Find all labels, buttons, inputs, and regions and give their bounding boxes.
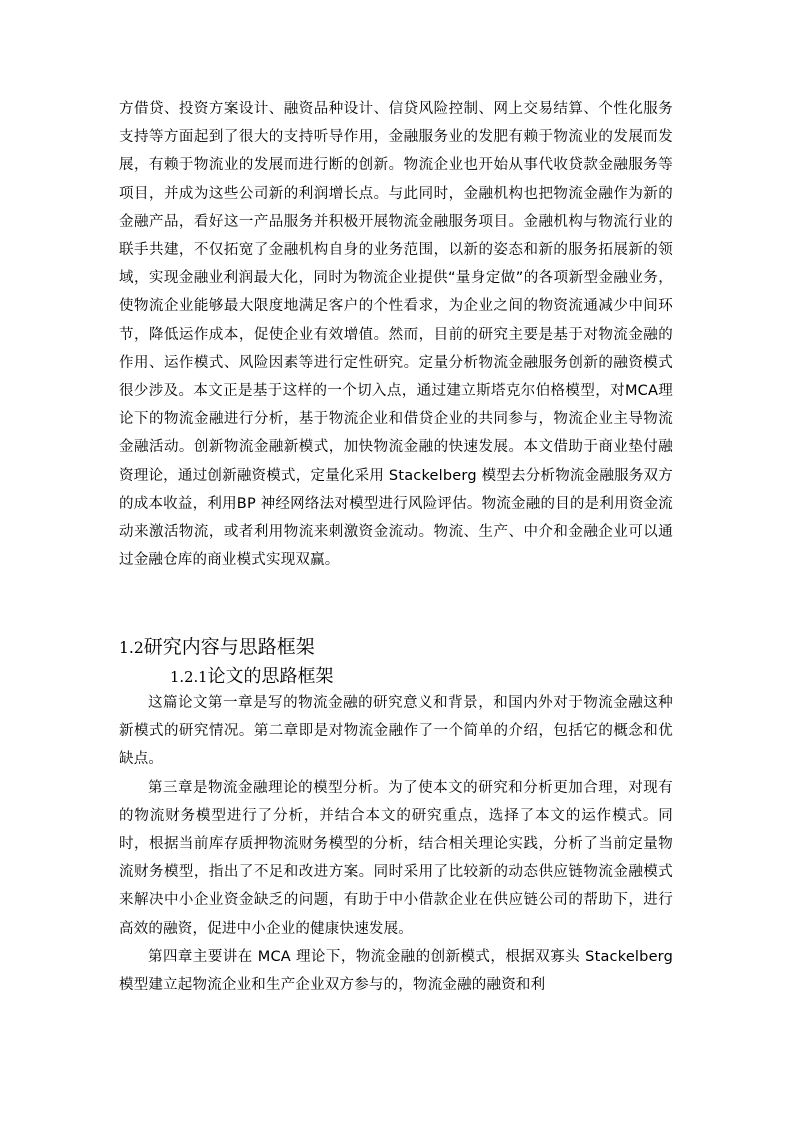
subsection-heading-text: 论文的思路框架 [207,666,334,687]
subsection-heading [170,664,334,691]
body-paragraph: 这篇论文第一章是写的物流金融的研究意义和背景，和国内外对于物流金融这种新模式的研究情况。第二章即是对物流金融作了一个简单的介绍，包括它的概念和优缺点。 [119,695,673,768]
subsection-heading-number: 1.2.1 [170,669,208,686]
intro-paragraph: 方借贷、投资方案设计、融资品种设计、信贷风险控制、网上交易结算、个性化服务支持等方面起到了很大的支持听导作用，金融服务业的发肥有赖于物流业的发展而发展，有赖于物流业的发展而进行断的创新。物流企业也开始从事代收贷款金融服务等项目，并成为这些公司新的利润增长点。与此同时，金融机构也把物流金融作为新的金融产品，看好这一产品服务并积极开展物流金融服务项目。金融机构与物流行业的联手共建，不仅拓宽了金融机构自身的业务范围，以新的姿态和新的服务拓展新的领域，实现金融业利润最大化，同时为物流企业提供“量身定做”的各项新型金融业务，使物流企业能够最大限度地满足客户的个性看求，为企业之间的物资流通减少中间环节，降低运作成本，促使企业有效增值。然而，目前的研究主要是基于对物流金融的作用、运作模式、风险因素等进行定性研究。定量分析物流金融服务创新的融资模式很少涉及。本文正是基于这样的一个切入点，通过建立斯塔克尔伯格模型，对MCA理论下的物流金融进行分析，基于物流企业和借贷企业的共同参与，物流企业主导物流金融活动。创新物流金融新模式，加快物流金融的快速发展。本文借助于商业垫付融资理论，通过创新融资模式，定量化采用 Stackelberg 模型去分析物流金融服务双方的成本收益，利用BP 神经网络法对模型进行风险评估。物流金融的目的是利用资金流动来激活物流，或者利用物流来刺激资金流动。物流、生产、中介和金融企业可以通过金融仓库的商业模式实现双赢。 [119,101,673,569]
section-heading [119,634,315,661]
section-heading-number: 1.2 [119,639,144,657]
framework-text [119,689,673,999]
body-paragraph: 第三章是物流金融理论的模型分析。为了使本文的研究和分析更加合理，对现有的物流财务模型进行了分析，并结合本文的研究重点，选择了本文的运作模式。同时，根据当前库存质押物流财务模型的分析，结合相关理论实践，分析了当前定量物流财务模型，指出了不足和改进方案。同时采用了比较新的动态供应链物流金融模式来解决中小企业资金缺乏的问题，有助于中小借款企业在供应链公司的帮助下，进行高效的融资，促进中小企业的健康快速发展。 [119,779,673,937]
body-paragraph: 第四章主要讲在 MCA 理论下，物流金融的创新模式，根据双寡头 Stackelberg 模型建立起物流企业和生产企业双方参与的，物流金融的融资和利 [119,948,673,994]
section-heading-text: 研究内容与思路框架 [143,636,315,658]
